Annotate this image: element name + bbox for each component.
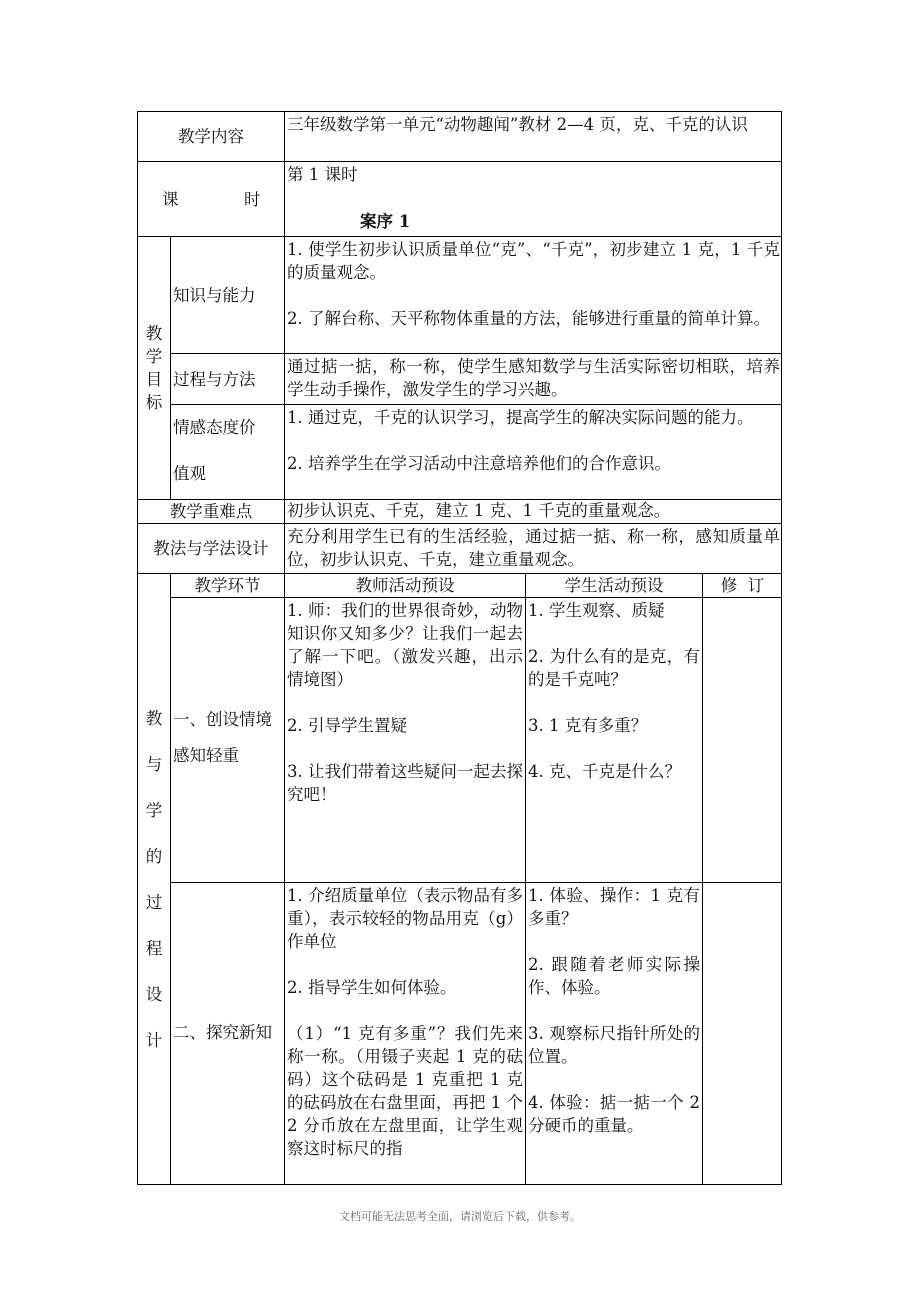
design-char-2: 与 xyxy=(145,754,163,774)
emotion-label-cell xyxy=(170,404,284,499)
content-label: 教学内容 xyxy=(178,127,244,146)
stage2-student-2: 2. 跟随着老师实际操作、体验。 xyxy=(528,955,700,997)
keypoints-value-cell xyxy=(284,499,782,523)
stage1-teacher-2: 2. 引导学生置疑 xyxy=(287,716,407,735)
stage1-teacher-1: 1. 师：我们的世界很奇妙，动物知识你又知多少？让我们一起去了解一下吧。（激发兴趣，出示情境图） xyxy=(287,601,523,689)
header-revise-label: 修 订 xyxy=(720,576,765,595)
knowledge-label: 知识与能力 xyxy=(173,285,256,305)
stage2-student-3: 3. 观察标尺指针所处的位置。 xyxy=(528,1024,700,1066)
content-value-cell xyxy=(284,111,782,161)
process-label-cell xyxy=(170,353,284,404)
header-teacher xyxy=(284,573,525,597)
process-value-cell xyxy=(284,353,782,404)
keypoints-value: 初步认识克、千克，建立 1 克、1 千克的重量观念。 xyxy=(287,501,671,520)
stage1-student-1: 1. 学生观察、质疑 xyxy=(528,601,665,620)
stage1-student-cell xyxy=(525,597,702,882)
emotion-item-2: 2. 培养学生在学习活动中注意培养他们的合作意识。 xyxy=(287,454,671,473)
stage1-teacher-cell xyxy=(284,597,525,882)
design-char-3: 学 xyxy=(145,800,163,820)
emotion-label-b: 值观 xyxy=(173,464,206,483)
design-char-1: 教 xyxy=(145,708,163,728)
knowledge-label-cell xyxy=(170,236,284,353)
stage2-student-4: 4. 体验：掂一掂一个 2 分硬币的重量。 xyxy=(528,1093,700,1135)
stage2-student-1: 1. 体验、操作：1 克有多重？ xyxy=(528,886,700,928)
header-stage xyxy=(170,573,284,597)
stage2-teacher-cell xyxy=(284,882,525,1185)
design-group-label xyxy=(137,573,170,1185)
goals-char-1: 教 xyxy=(145,324,163,343)
period-label-cell xyxy=(137,161,284,236)
design-char-7: 设 xyxy=(145,984,163,1004)
stage1-student-2: 2. 为什么有的是克，有的是千克吨？ xyxy=(528,647,700,689)
stage1-student-4: 4. 克、千克是什么？ xyxy=(528,762,681,781)
goals-char-3: 目 xyxy=(145,370,163,389)
header-stage-label: 教学环节 xyxy=(194,576,261,595)
stage1-name-cell xyxy=(170,597,284,882)
methods-label-cell xyxy=(137,523,284,573)
stage1-name-a: 一、创设情境 xyxy=(173,710,272,729)
goals-char-2: 学 xyxy=(145,347,163,366)
emotion-item-1: 1. 通过克，千克的认识学习，提高学生的解决实际问题的能力。 xyxy=(287,408,754,427)
design-char-6: 程 xyxy=(145,938,163,958)
knowledge-item-1: 1. 使学生初步认识质量单位“克”、“千克”，初步建立 1 克，1 千克的质量观念。 xyxy=(287,240,780,282)
page-footer: 文档可能无法思考全面，请浏览后下载，供参考。 xyxy=(339,1210,581,1223)
header-revise xyxy=(702,573,782,597)
content-value: 三年级数学第一单元“动物趣闻”教材 2—4 页，克、千克的认识 xyxy=(287,115,748,134)
stage1-revise-cell xyxy=(702,597,782,882)
stage2-name: 二、探究新知 xyxy=(173,1023,272,1042)
header-student-label: 学生活动预设 xyxy=(564,576,664,595)
emotion-value-cell xyxy=(284,404,782,499)
period-value-cell xyxy=(284,161,782,236)
methods-label: 教法与学法设计 xyxy=(153,539,269,558)
stage2-teacher-1: 1. 介绍质量单位（表示物品有多重），表示较轻的物品用克（g）作单位 xyxy=(287,886,523,951)
keypoints-label-cell xyxy=(137,499,284,523)
process-value: 通过掂一掂，称一称，使学生感知数学与生活实际密切相联，培养学生动手操作，激发学生的学习兴趣。 xyxy=(287,357,780,399)
methods-value: 充分利用学生已有的生活经验，通过掂一掂、称一称，感知质量单位，初步认识克、千克，建立重量观念。 xyxy=(287,527,780,569)
case-number: 案序 1 xyxy=(360,212,411,231)
methods-value-cell xyxy=(284,523,782,573)
stage2-teacher-2: 2. 指导学生如何体验。 xyxy=(287,978,457,997)
content-label-cell xyxy=(137,111,284,161)
stage1-teacher-3: 3. 让我们带着这些疑问一起去探究吧！ xyxy=(287,762,523,804)
design-char-4: 的 xyxy=(145,846,163,866)
header-teacher-label: 教师活动预设 xyxy=(355,576,455,595)
period-label-a: 课 xyxy=(162,190,179,209)
lesson-plan-table xyxy=(137,111,782,1185)
stage2-student-cell xyxy=(525,882,702,1185)
stage2-revise-cell xyxy=(702,882,782,1185)
goals-char-4: 标 xyxy=(145,393,163,412)
period-value: 第 1 课时 xyxy=(287,165,358,184)
period-label-b: 时 xyxy=(244,190,261,209)
keypoints-label: 教学重难点 xyxy=(169,502,253,521)
goals-group-label xyxy=(137,236,170,499)
knowledge-value-cell xyxy=(284,236,782,353)
stage1-student-3: 3. 1 克有多重？ xyxy=(528,716,648,735)
knowledge-item-2: 2. 了解台称、天平称物体重量的方法，能够进行重量的简单计算。 xyxy=(287,309,770,328)
stage2-name-cell xyxy=(170,882,284,1185)
emotion-label-a: 情感态度价 xyxy=(173,418,256,437)
process-label: 过程与方法 xyxy=(173,369,256,389)
stage1-name-b: 感知轻重 xyxy=(173,746,239,765)
stage2-teacher-3: （1）“1 克有多重”？我们先来称一称。（用镊子夹起 1 克的砝码）这个砝码是 1 克重把 1 克的砝码放在右盘里面，再把 1 个 2 分币放在左盘里面，让学生观察这时标尺的指 xyxy=(287,1024,523,1158)
design-char-5: 过 xyxy=(145,892,163,912)
header-student xyxy=(525,573,702,597)
design-char-8: 计 xyxy=(145,1030,163,1050)
